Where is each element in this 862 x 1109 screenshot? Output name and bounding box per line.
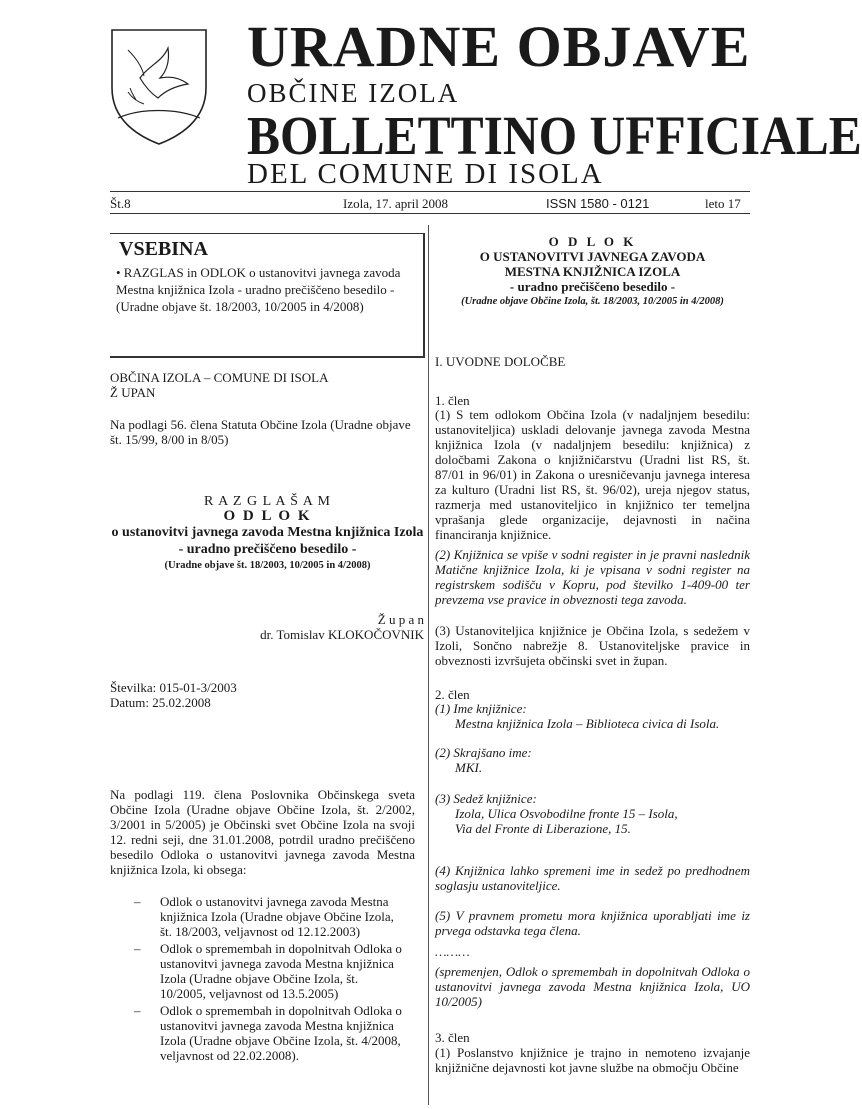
list-item: – Odlok o spremembah in dopolnitvah Odloka o ustanovitvi javnega zavoda Mestna knjižnica Izola (Uradne objave Občine Izola, št. 4/2008, veljavnost od 22.02.2008). — [134, 1003, 402, 1063]
issuer-role: Ž UPAN — [110, 385, 156, 400]
article-2-item-1: (1) Ime knjižnice: Mestna knjižnica Izola – Biblioteca civica di Isola. — [435, 701, 720, 731]
volume-year: leto 17 — [705, 196, 741, 211]
issuer-block — [110, 370, 425, 400]
signature-block — [110, 612, 424, 642]
list-item: – Odlok o ustanovitvi javnega zavoda Mestna knjižnica Izola (Uradne objave Občine Izola, št. 18/2003, veljavnost od 12.12.2003) — [134, 894, 394, 939]
masthead-title: URADNE OBJAVE — [247, 14, 751, 79]
omission-marker: ……… — [435, 944, 470, 959]
decree-heading: O D L O K — [223, 508, 312, 524]
section-heading: I. UVODNE DOLOČBE — [435, 354, 566, 369]
article-1-paragraph-1: (1) S tem odlokom Občina Izola (v nadaljnjem besedilu: ustanoviteljica) uskladi delovanje javnega zavoda Mestna knjižnica Izola (v nadaljnjem besedilu: knjižnica) z določbami Zakona o knjižničarstvu (Uradni list RS, št. 87/01 in 96/01) in Zakona o uresničevanju javnega interesa za kulturo (Uradni list RS, št. 96/02), ureja njegov status, razmerja med ustanoviteljico in knjižnico ter temeljna vprašanja glede organizacije, dejavnosti in načina financiranja knjižnice. — [435, 407, 750, 542]
article-2-item-4: (4) Knjižnica lahko spremeni ime in sedež po predhodnem soglasju ustanoviteljice. — [435, 863, 750, 893]
article-2-item-2: (2) Skrajšano ime: MKI. — [435, 745, 532, 775]
contents-item: • RAZGLAS in ODLOK o ustanovitvi javnega zavoda Mestna knjižnica Izola - uradno prečiščeno besedilo - (Uradne objave št. 18/2003, 10/2005 in 4/2008) — [116, 265, 401, 314]
council-paragraph: Na podlagi 119. člena Poslovnika Občinskega sveta Občine Izola (Uradne objave Občine Izola, št. 2/2002, 3/2001 in 5/2005) je Občinski svet Občine Izola na svoji 12. redni seji, dne 31.01.2008, potrdil uradno prečiščeno besedilo Odloka o ustanovitvi javnega zavoda Mestna knjižnica Izola, ki obsega: — [110, 787, 415, 877]
article-1-paragraph-3: (3) Ustanoviteljica knjižnice je Občina Izola, s sedežem v Izoli, Sončno nabrežje 8. Ustanoviteljske pravice in obveznosti izvršujeta občinski svet in župan. — [435, 623, 750, 668]
right-decree-reference: (Uradne objave Občine Izola, št. 18/2003, 10/2005 in 4/2008) — [461, 296, 724, 307]
masthead-subtitle: OBČINE IZOLA — [247, 78, 460, 108]
article-3-heading: 3. člen — [435, 1030, 470, 1045]
issue-number: Št.8 — [110, 196, 131, 211]
mayor-title: Ž u p a n — [377, 612, 424, 627]
right-decree-title-line2: MESTNA KNJIŽNICA IZOLA — [504, 264, 681, 279]
right-decree-title-line3: - uradno prečiščeno besedilo - — [509, 279, 676, 294]
header-rule-bottom — [110, 213, 750, 214]
coat-of-arms-logo — [110, 28, 208, 146]
decree-reference: (Uradne objave št. 18/2003, 10/2005 in 4/2008) — [164, 560, 371, 571]
proclamation-heading: R A Z G L A Š A M — [204, 494, 331, 509]
column-divider — [428, 225, 429, 1105]
legal-basis: Na podlagi 56. člena Statuta Občine Izola (Uradne objave št. 15/99, 8/00 in 8/05) — [110, 417, 411, 447]
contents-title: VSEBINA — [119, 238, 208, 260]
article-2-heading: 2. člen — [435, 687, 470, 702]
right-decree-heading: O D L O K — [548, 234, 637, 249]
mayor-name: dr. Tomislav KLOKOČOVNIK — [260, 627, 424, 642]
article-1-heading: 1. člen — [435, 393, 470, 408]
amendments-list — [134, 894, 406, 1065]
article-2-item-3: (3) Sedež knjižnice: Izola, Ulica Osvobodilne fronte 15 – Isola, Via del Fronte di Liberazione, 15. — [435, 791, 678, 836]
document-number-block — [110, 680, 237, 710]
list-item: – Odlok o spremembah in dopolnitvah Odloka o ustanovitvi javnega zavoda Mestna knjižnica Izola (Uradne objave Občine Izola, št. 10/2005, veljavnost od 13.5.2005) — [134, 941, 402, 1001]
amendment-note: (spremenjen, Odlok o spremembah in dopolnitvah Odloka o ustanovitvi javnega zavoda Mestna knjižnica Izola, UO 10/2005) — [435, 964, 750, 1009]
issue-date: Izola, 17. april 2008 — [343, 196, 449, 211]
document-number: Številka: 015-01-3/2003 — [110, 680, 237, 695]
right-decree-title-line1: O USTANOVITVI JAVNEGA ZAVODA — [479, 249, 706, 264]
header-rule-top — [110, 191, 750, 192]
masthead-title-italian: BOLLETTINO UFFICIALE — [247, 105, 862, 166]
article-3-paragraph-1: (1) Poslanstvo knjižnice je trajno in nemoteno izvajanje knjižnične dejavnosti kot javne službe na območju Občine — [435, 1045, 750, 1075]
document-date: Datum: 25.02.2008 — [110, 695, 211, 710]
right-decree-header — [435, 234, 750, 309]
article-2-item-5: (5) V pravnem prometu mora knjižnica uporabljati ime iz prvega odstavka tega člena. — [435, 908, 750, 938]
proclamation-block — [110, 494, 425, 573]
issuer-org: OBČINA IZOLA – COMUNE DI ISOLA — [110, 370, 329, 385]
decree-title: o ustanovitvi javnega zavoda Mestna knjižnica Izola - uradno prečiščeno besedilo - — [111, 525, 424, 557]
issn: ISSN 1580 - 0121 — [546, 196, 650, 211]
article-1-paragraph-2: (2) Knjižnica se vpiše v sodni register in je pravni naslednik Matične knjižnice Izola, ki je vpisana v sodni register na registrskem sodišču v Kopru, pod številko 1-409-00 ter prevzema vse pravice in obveznosti tega zavoda. — [435, 547, 750, 607]
masthead-subtitle-italian: DEL COMUNE DI ISOLA — [247, 158, 604, 190]
